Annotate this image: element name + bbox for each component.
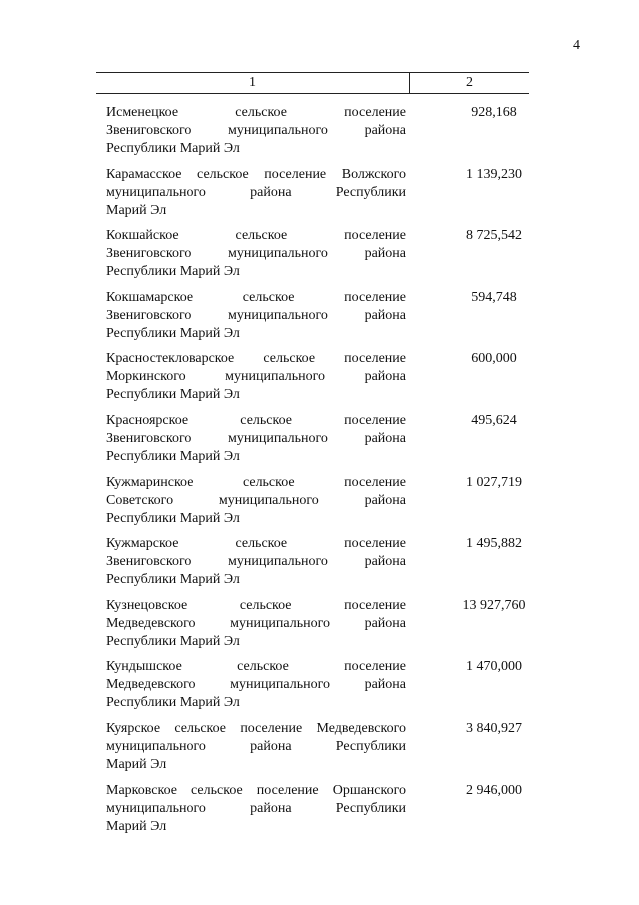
name-line: Звениговского муниципального района [106, 430, 406, 446]
amount-value: 1 470,000 [466, 659, 522, 675]
name-line: Куярское сельское поселение Медведевского [106, 720, 406, 736]
amount-value: 594,748 [471, 289, 517, 305]
name-line: Республики Марий Эл [106, 572, 240, 588]
settlement-name [106, 597, 406, 651]
name-line: Звениговского муниципального района [106, 307, 406, 323]
settlement-name [106, 535, 406, 589]
amount-value: 8 725,542 [466, 228, 522, 244]
name-line: Республики Марий Эл [106, 141, 240, 156]
amount-value: 13 927,760 [462, 597, 526, 613]
table-row [106, 104, 538, 166]
name-line: Медведевского муниципального района [106, 615, 406, 631]
name-line: Кужмарское сельское поселение [106, 536, 406, 552]
settlement-name [106, 720, 406, 774]
table-body [106, 104, 538, 843]
name-line: Красноярское сельское поселение [106, 412, 406, 428]
table-row [106, 782, 538, 844]
name-line: Карамасское сельское поселение Волжского [106, 166, 406, 182]
table-row [106, 350, 538, 412]
settlement-name [106, 166, 406, 220]
column-header-2: 2 [466, 75, 473, 90]
amount-value: 2 946,000 [466, 782, 522, 798]
name-line: Звениговского муниципального района [106, 123, 406, 138]
table-row [106, 597, 538, 659]
name-line: Красностекловарское сельское поселение [106, 351, 406, 367]
name-line: Медведевского муниципального района [106, 677, 406, 693]
name-line: Марковское сельское поселение Оршанского [106, 782, 406, 798]
name-line: Республики Марий Эл [106, 387, 240, 403]
settlement-name [106, 289, 406, 343]
name-line: Республики Марий Эл [106, 510, 240, 526]
name-line: муниципального района Республики [106, 738, 406, 754]
table-row [106, 227, 538, 289]
settlement-name [106, 474, 406, 528]
name-line: Звениговского муниципального района [106, 246, 406, 262]
amount-value: 3 840,927 [466, 720, 522, 736]
name-line: Кужмаринское сельское поселение [106, 474, 406, 490]
table-row [106, 412, 538, 474]
amount-value: 1 495,882 [466, 536, 522, 552]
amount-value: 1 139,230 [466, 166, 522, 182]
name-line: Республики Марий Эл [106, 264, 240, 280]
name-line: Исменецкое сельское поселение [106, 105, 406, 120]
name-line: Кундышское сельское поселение [106, 659, 406, 675]
name-line: Марий Эл [106, 202, 167, 218]
amount-value: 600,000 [471, 351, 517, 367]
settlement-name [106, 412, 406, 466]
settlement-name [106, 227, 406, 281]
settlement-name [106, 782, 406, 836]
name-line: Республики Марий Эл [106, 695, 240, 711]
name-line: Кузнецовское сельское поселение [106, 597, 406, 613]
column-header-1: 1 [249, 75, 256, 90]
settlement-name [106, 104, 406, 158]
name-line: Республики Марий Эл [106, 325, 240, 341]
name-line: Марий Эл [106, 756, 167, 772]
name-line: Кокшамарское сельское поселение [106, 289, 406, 305]
name-line: Моркинского муниципального района [106, 369, 406, 385]
name-line: Звениговского муниципального района [106, 554, 406, 570]
name-line: Советского муниципального района [106, 492, 406, 508]
table-row [106, 535, 538, 597]
table-row [106, 474, 538, 536]
name-line: Марий Эл [106, 818, 167, 834]
amount-value: 1 027,719 [466, 474, 522, 490]
name-line: муниципального района Республики [106, 184, 406, 200]
table-row [106, 289, 538, 351]
table-row [106, 658, 538, 720]
settlement-name [106, 350, 406, 404]
name-line: муниципального района Республики [106, 800, 406, 816]
name-line: Республики Марий Эл [106, 633, 240, 649]
amount-value: 495,624 [471, 412, 517, 428]
table-row [106, 720, 538, 782]
table-header [96, 72, 529, 94]
amount-value: 928,168 [471, 105, 517, 120]
name-line: Кокшайское сельское поселение [106, 228, 406, 244]
table-row [106, 166, 538, 228]
settlement-name [106, 658, 406, 712]
name-line: Республики Марий Эл [106, 448, 240, 464]
page-number: 4 [573, 38, 580, 53]
